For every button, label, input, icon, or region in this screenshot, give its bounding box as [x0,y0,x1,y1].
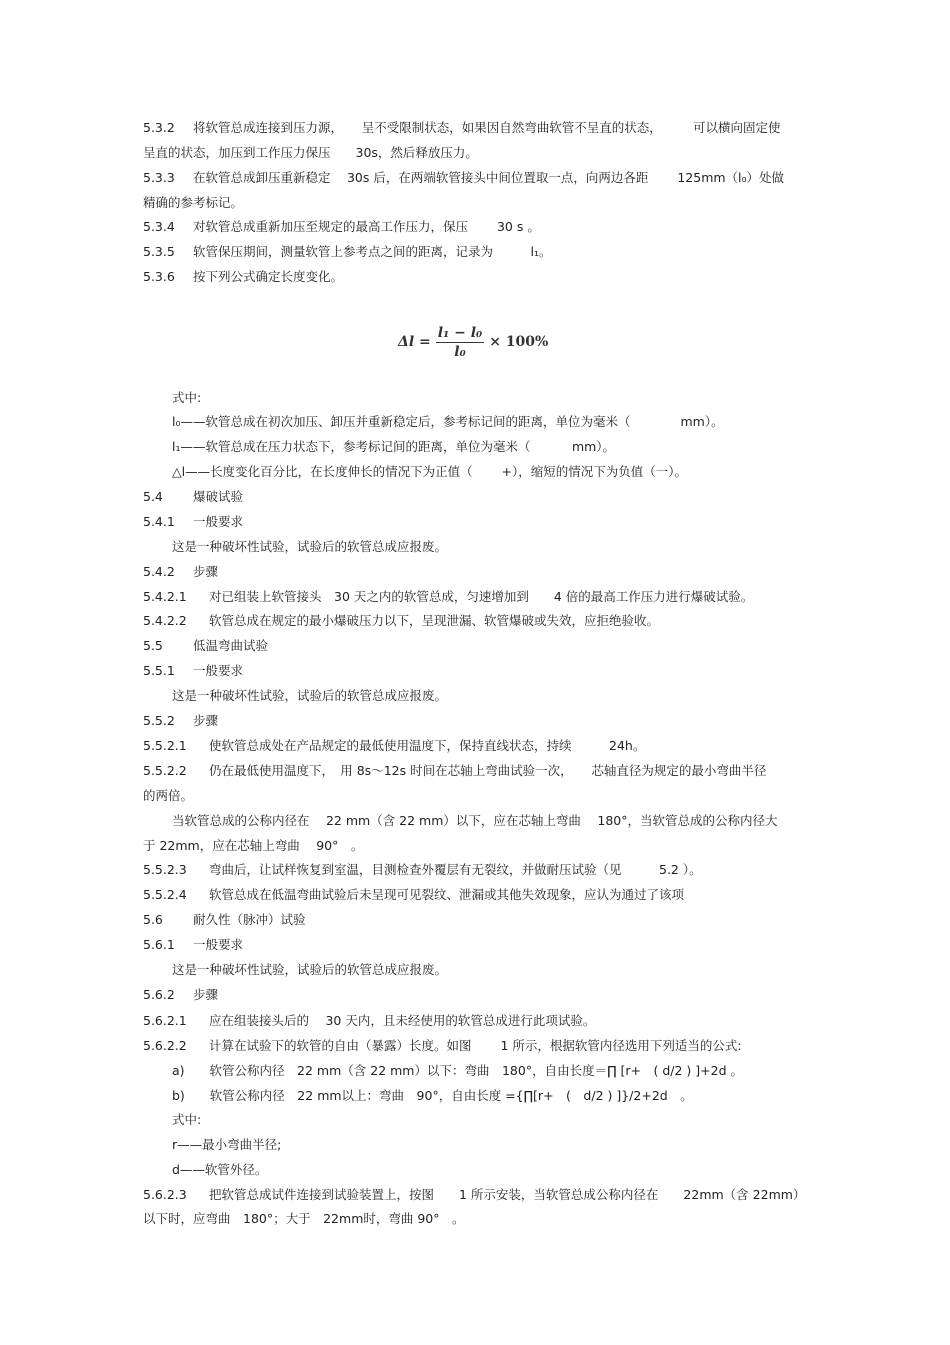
clause-number: 5.5.2.3 [143,862,187,877]
clause-text: △l——长度变化百分比，在长度伸长的情况下为正值（ +），缩短的情况下为负值（一）。 [172,464,688,479]
clause-text: 这是一种破坏性试验，试验后的软管总成应报废。 [172,539,448,554]
clause-text: l₁——软管总成在压力状态下，参考标记间的距离，单位为毫米（ mm）。 [172,439,616,454]
clause-text: 式中: [172,390,202,405]
clause-number: 5.6.2.1 [143,1013,187,1028]
clause-text: 一般要求 [193,514,244,529]
clause-number: 5.6.2.2 [143,1038,187,1053]
text-line [172,539,447,555]
clause-number: 5.6.2.3 [143,1187,187,1202]
clause-text: 软管总成在低温弯曲试验后未呈现可见裂纹、泄漏或其他失效现象，应认为通过了该项 [209,887,685,902]
clause-text: 的两倍。 [143,788,194,803]
clause-text: 应在组装接头后的 30 天内，且未经使用的软管总成进行此项试验。 [209,1013,596,1028]
text-line [143,887,684,903]
clause-5-3-4: 5.3.4 对软管总成重新加压至规定的最高工作压力，保压 30 s 。 [143,219,540,234]
text-line [143,564,218,580]
clause-text: 弯曲后，让试样恢复到室温，目测检查外覆层有无裂纹，并做耐压试验（见 5.2 ）。 [209,862,702,877]
text-line [172,414,724,430]
clause-number: 5.4 [143,489,163,504]
clause-number: 5.5.1 [143,663,175,678]
text-line [143,1038,742,1054]
formula-rhs: × 100% [489,334,549,350]
clause-text: l₀——软管总成在初次加压、卸压并重新稳定后，参考标记间的距离，单位为毫米（ mm）。 [172,414,724,429]
text-line [143,638,268,654]
clause-text: r——最小弯曲半径; [172,1137,282,1152]
clause-text: 步骤 [193,987,219,1002]
text-line [172,1063,743,1079]
clause-text: 把软管总成试件连接到试验装置上，按图 1 所示安装，当软管总成公称内径在 22mm（含 22mm） [209,1187,806,1202]
text-line [143,987,218,1003]
text-line [143,613,659,629]
clause-text: 一般要求 [193,663,244,678]
clause-text: 对已组装上软管接头 30 天之内的软管总成，匀速增加到 4 倍的最高工作压力进行爆破试验。 [209,589,754,604]
clause-5-3-2: 5.3.2 将软管总成连接到压力源， 呈不受限制状态，如果因自然弯曲软管不呈直的状态， 可以横向固定使 [143,120,781,135]
clause-5-3-3: 5.3.3 在软管总成卸压重新稳定 30s 后，在两端软管接头中间位置取一点，向两边各距 125mm（l₀）处做 [143,170,785,185]
clause-text: 仍在最低使用温度下， 用 8s～12s 时间在芯轴上弯曲试验一次， 芯轴直径为规定的最小弯曲半径 [209,763,767,778]
clause-text: 式中: [172,1112,202,1127]
clause-number: 5.5 [143,638,163,653]
text-line [143,489,243,505]
clause-5-3-3-cont: 精确的参考标记。 [143,195,244,210]
text-line [143,1013,595,1029]
clause-number: 5.6.1 [143,937,175,952]
text-line [143,589,753,605]
clause-text: 软管总成在规定的最小爆破压力以下，呈现泄漏、软管爆破或失效，应拒绝验收。 [209,613,660,628]
clause-text: 以下时，应弯曲 180°；大于 22mm时，弯曲 90° 。 [143,1211,465,1226]
text-line [143,663,243,679]
text-line [143,937,243,953]
text-line [172,390,201,406]
text-line [172,962,447,978]
text-line [143,862,702,878]
clause-text: 一般要求 [193,937,244,952]
clause-5-3-2-cont: 呈直的状态，加压到工作压力保压 30s，然后释放压力。 [143,145,478,160]
clause-number: 5.6.2 [143,987,175,1002]
formula-lhs: Δl = [398,334,431,350]
clause-text: 耐久性（脉冲）试验 [193,912,306,927]
clause-text: 步骤 [193,564,219,579]
formula-numerator: l₁ − l₀ [437,324,483,341]
clause-text: 这是一种破坏性试验，试验后的软管总成应报废。 [172,688,448,703]
clause-text: a) 软管公称内径 22 mm（含 22 mm）以下：弯曲 180°，自由长度＝∏ [r+ ( d/2 ) ]+2d 。 [172,1063,743,1078]
clause-text: 这是一种破坏性试验，试验后的软管总成应报废。 [172,962,448,977]
clause-number: 5.4.2.2 [143,613,187,628]
text-line [172,1137,281,1153]
text-line [143,514,243,530]
clause-text: 步骤 [193,713,219,728]
text-line [172,813,778,829]
clause-text: 爆破试验 [193,489,244,504]
length-change-formula [398,322,548,362]
text-line [172,1112,201,1128]
clause-5-3-6: 5.3.6 按下列公式确定长度变化。 [143,269,344,284]
clause-text: b) 软管公称内径 22 mm以上：弯曲 90°，自由长度 ={∏[r+ ( d/2 ) ]}/2+2d 。 [172,1088,693,1103]
clause-number: 5.5.2.2 [143,763,187,778]
text-line [172,688,447,704]
text-line [143,763,766,779]
text-line [143,1211,465,1227]
clause-number: 5.5.2.4 [143,887,187,902]
text-line [143,788,193,804]
text-line [172,1088,693,1104]
text-line [172,464,687,480]
clause-5-3-5: 5.3.5 软管保压期间，测量软管上参考点之间的距离，记录为 l₁。 [143,244,552,259]
text-line [143,1187,805,1203]
clause-number: 5.6 [143,912,163,927]
formula-fraction [436,325,484,360]
text-line [143,738,645,754]
text-line [172,439,615,455]
clause-number: 5.5.2 [143,713,175,728]
text-line [172,1162,267,1178]
clause-number: 5.4.1 [143,514,175,529]
clause-number: 5.5.2.1 [143,738,187,753]
text-line [143,912,306,928]
clause-text: 使软管总成处在产品规定的最低使用温度下，保持直线状态，持续 24h。 [209,738,646,753]
text-line [143,838,363,854]
clause-text: 于 22mm，应在芯轴上弯曲 90° 。 [143,838,364,853]
formula-denominator: l₀ [454,343,466,360]
clause-text: 计算在试验下的软管的自由（暴露）长度。如图 1 所示，根据软管内径选用下列适当的公式: [209,1038,742,1053]
clause-text: 低温弯曲试验 [193,638,269,653]
clause-text: 当软管总成的公称内径在 22 mm（含 22 mm）以下，应在芯轴上弯曲 180°，当软管总成的公称内径大 [172,813,778,828]
text-line [143,713,218,729]
clause-number: 5.4.2.1 [143,589,187,604]
clause-number: 5.4.2 [143,564,175,579]
clause-text: d——软管外径。 [172,1162,268,1177]
